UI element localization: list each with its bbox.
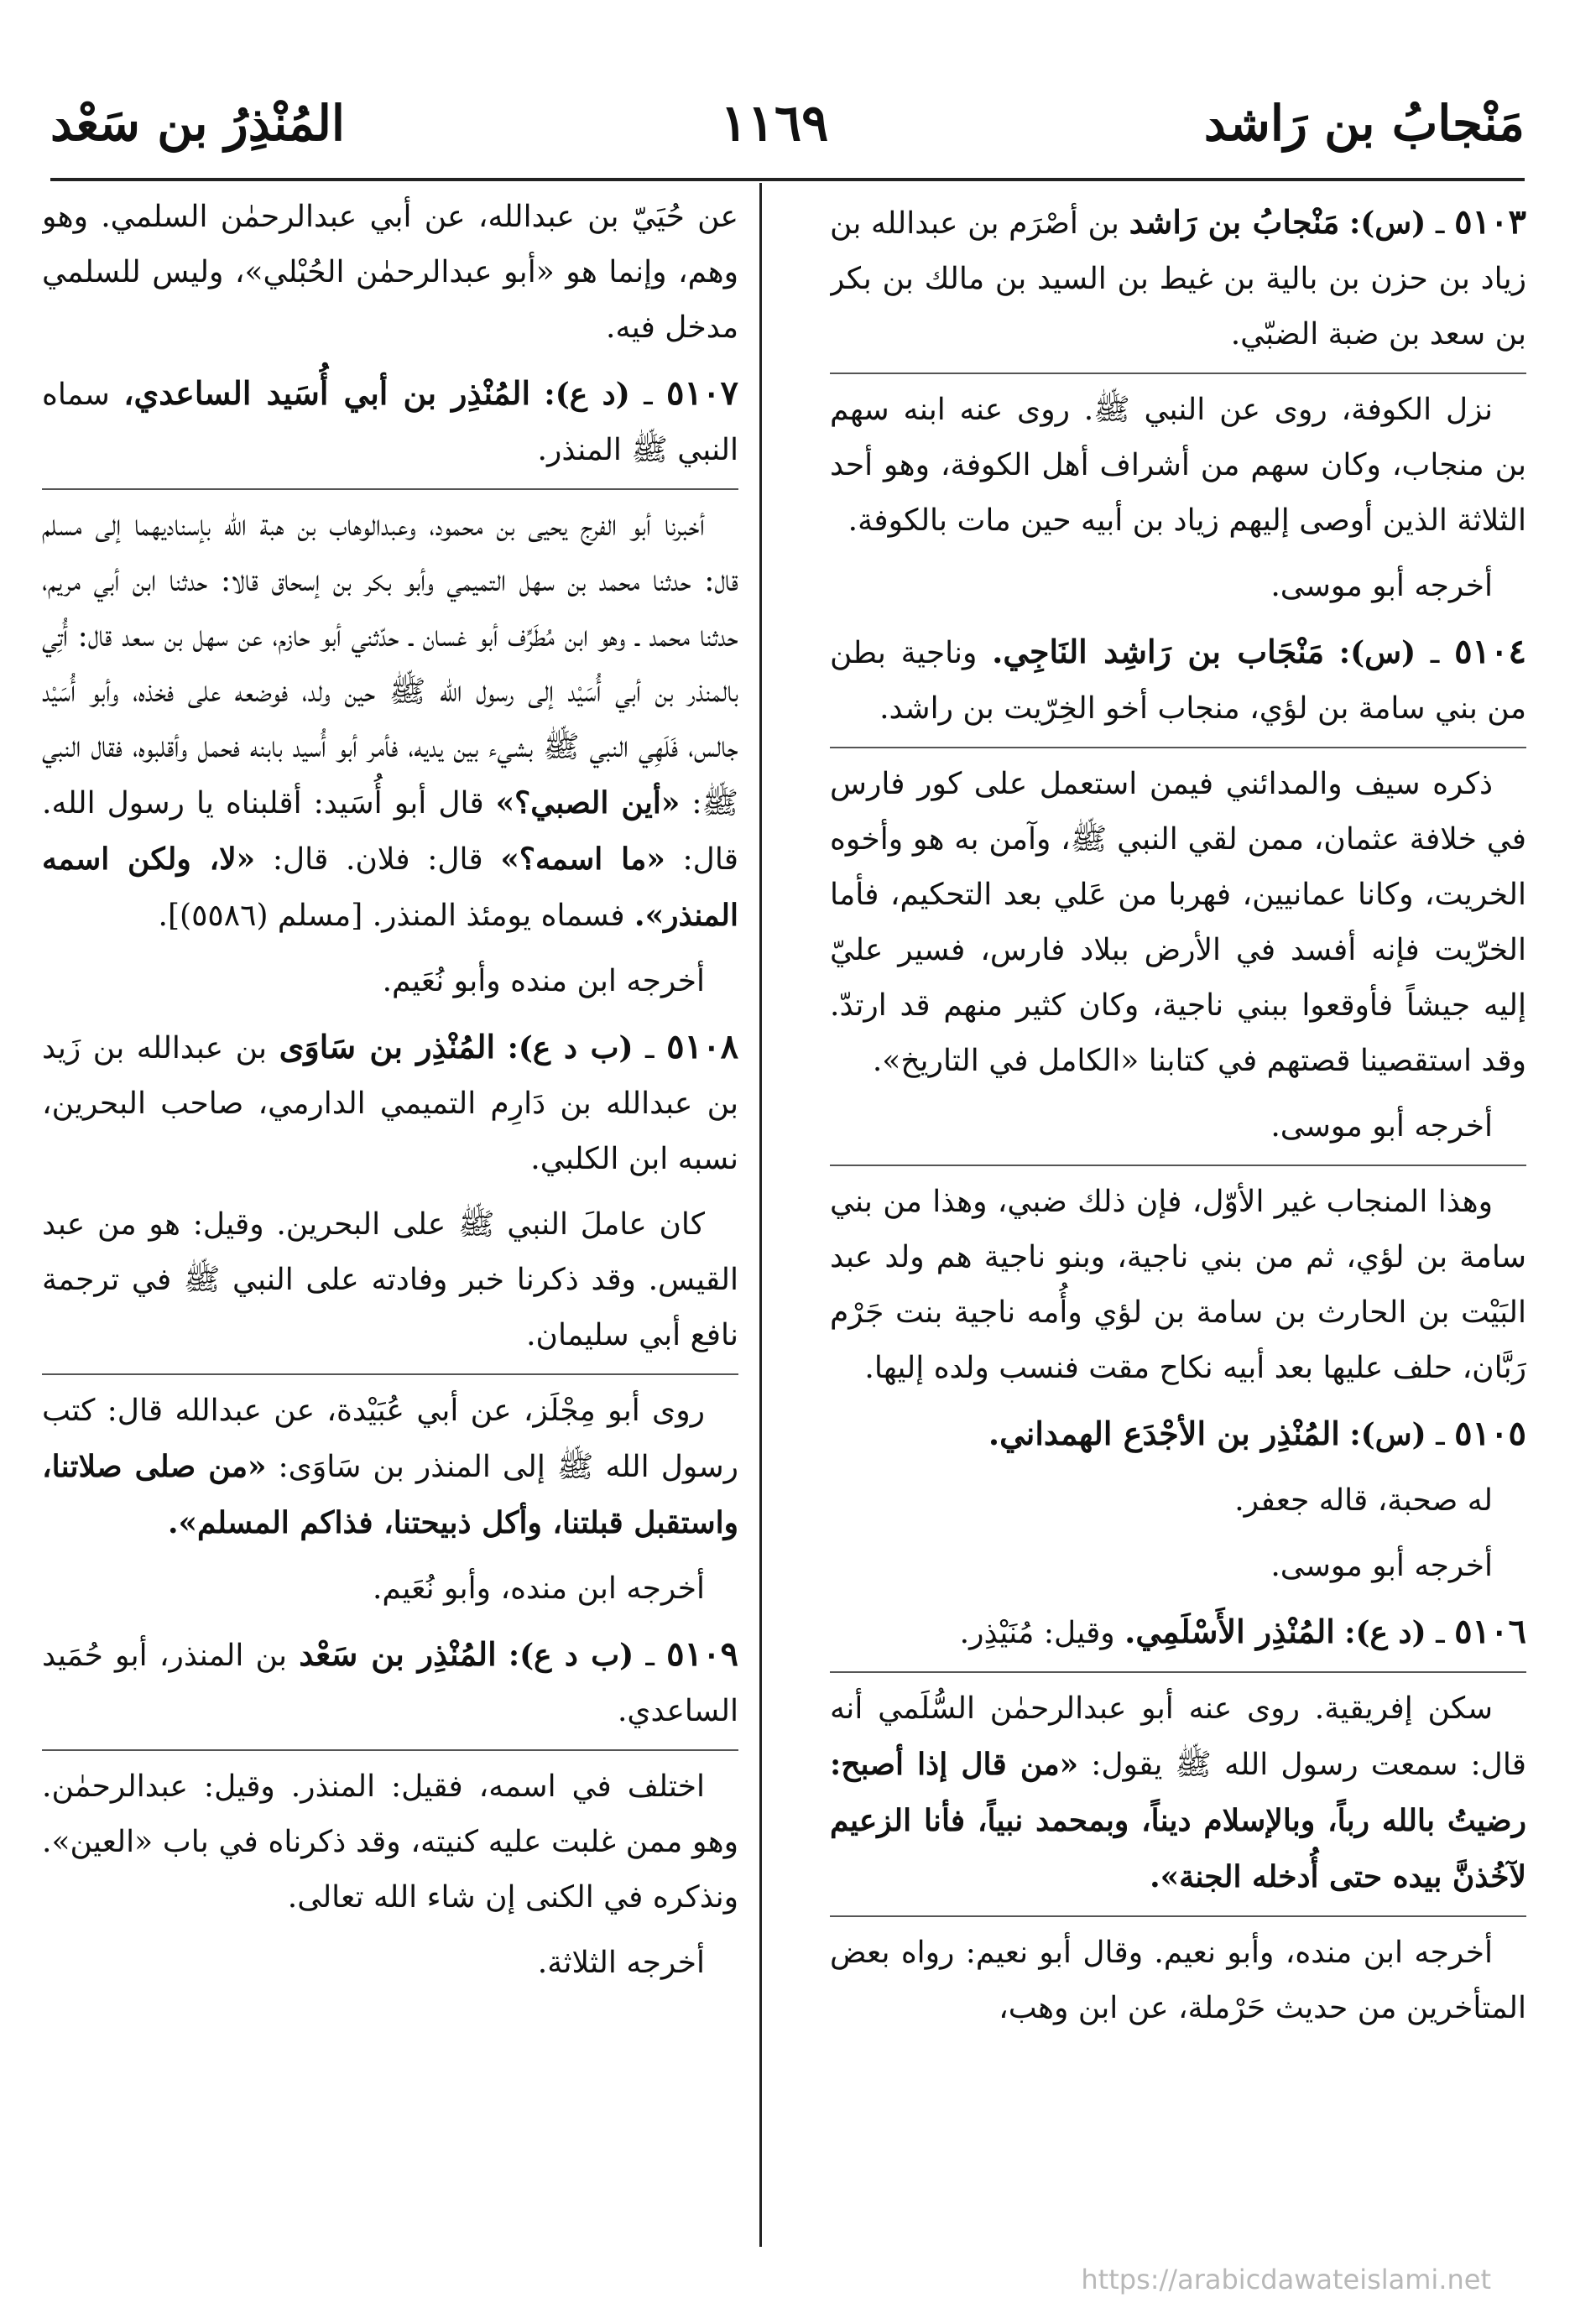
- paragraph: ذكره سيف والمدائني فيمن استعمل على كور فارس في خلافة عثمان، ممن لقي النبي ﷺ، وآمن به هو وأخوه الخريت، وكانا عمانيين، فهربا من عَلي بعد التحكيم، فأما الخرّيت فإنه أفسد في الأرض ببلاد فارس، فسير عليّ إليه جيشاً فأوقعوا ببني ناجية، وكان كثير منهم قد ارتدّ. وقد استقصينا قصتهم في كتابنا «الكامل في التاريخ».: [830, 767, 1526, 1078]
- right-column: [830, 190, 1526, 2247]
- hadith-quote: «من قال إذا أصبح: رضيتُ بالله رباً، وبالإسلام ديناً، وبمحمد نبياً، فأنا الزعيم لآخُذنَّ بيده حتى أُدخله الجنة».: [830, 1747, 1526, 1894]
- entry-5105: [830, 1406, 1526, 1594]
- entry-heading: ٥١٠٣ ـ (س): مَنْجابُ بن رَاشد بن أصْرَم بن عبدالله بن زياد بن حزن بن بالية بن غيط بن السيد بن مالك بن بكر بن سعد بن ضبة الضبّي.: [830, 202, 1526, 352]
- entry-name: المُنْذِر بن الأجْدَع الهمداني.: [988, 1415, 1340, 1452]
- entry-alias: وقيل: مُنَيْذِر.: [959, 1616, 1115, 1650]
- paragraph: أخرجه ابن منده وأبو نُعَيم.: [382, 964, 705, 998]
- source-tag: (س):: [1338, 635, 1416, 670]
- entry-number: ٥١٠٩: [666, 1634, 738, 1674]
- source-tag: (د ع):: [1344, 1615, 1426, 1650]
- paragraph: أخرجه ابن منده، وأبو نعيم. وقال أبو نعيم: رواه بعض المتأخرين من حديث حَرْملة، عن ابن وهب،: [830, 1936, 1526, 2025]
- paragraph: [42, 1383, 738, 1551]
- paragraph: أخرجه أبو موسى.: [1270, 1109, 1493, 1144]
- entry-5108: [42, 1019, 738, 1617]
- page-number: ١١٦٩: [720, 94, 829, 153]
- header-divider: [50, 178, 1525, 181]
- section-rule: [42, 488, 738, 490]
- section-rule: [42, 1749, 738, 1751]
- source-tag: (س):: [1349, 1417, 1426, 1452]
- paragraph: [830, 1681, 1526, 1905]
- paragraph: نزل الكوفة، روى عن النبي ﷺ. روى عنه ابنه سهم بن منجاب، وكان سهم من أشراف أهل الكوفة، وهو أحد الثلاثة الذين أوصى إليهم زياد بن أبيه حين مات بالكوفة.: [830, 393, 1526, 538]
- entry-number: ٥١٠٦: [1454, 1612, 1526, 1651]
- entry-lineage: سماه النبي ﷺ المنذر.: [42, 378, 738, 467]
- continued-paragraph: عن حُيَيّ بن عبدالله، عن أبي عبدالرحمٰن السلمي. وهو وهم، وإنما هو «أبو عبدالرحمٰن الحُبْلي»، وليس للسلمي مدخل فيه.: [42, 200, 738, 345]
- entry-lineage: بن أصْرَم بن عبدالله بن زياد بن حزن بن بالية بن غيط بن السيد بن مالك بن بكر بن سعد بن ضبة الضبّي.: [830, 206, 1526, 352]
- hadith-quote: «ما اسمه؟»: [500, 842, 665, 877]
- entry-name: المُنْذِر بن سَعْد: [299, 1635, 497, 1673]
- entry-lineage: بن المنذر، أبو حُمَيد الساعدي.: [42, 1639, 738, 1728]
- entry-heading: ٥١٠٧ ـ (د ع): المُنْذِر بن أبي أُسَيد الساعدي، سماه النبي ﷺ المنذر.: [42, 373, 738, 467]
- hadith-quote: «أين الصبي؟»: [495, 785, 681, 821]
- source-tag: (ب د ع):: [507, 1030, 634, 1066]
- hadith-quote: «من صلى صلاتنا، واستقبل قبلتنا، وأكل ذبيحتنا، فذاكم المسلم».: [42, 1449, 738, 1540]
- paragraph: [42, 498, 738, 944]
- entry-heading: ٥١٠٥ ـ (س): المُنْذِر بن الأجْدَع الهمداني.: [988, 1414, 1526, 1453]
- source-tag: (ب د ع):: [508, 1638, 634, 1673]
- hadith-quote: «لا، ولكن اسمه المنذر».: [42, 842, 738, 933]
- page-header: [50, 77, 1525, 169]
- entry-heading: ٥١٠٤ ـ (س): مَنْجَاب بن رَاشِد النَاجِي. وناجية بطن من بني سامة بن لؤي، منجاب أخو الخِرّيت بن راشد.: [830, 632, 1526, 726]
- section-rule: [830, 1165, 1526, 1166]
- entry-number: ٥١٠٤: [1454, 632, 1526, 671]
- entry-number: ٥١٠٨: [666, 1027, 738, 1066]
- hadith-intro: سكن إفريقية. روى عنه أبو عبدالرحمٰن السُّلَمي أنه قال: سمعت رسول الله ﷺ يقول:: [830, 1691, 1526, 1782]
- entry-5103: [830, 195, 1526, 614]
- isnad-text: روى أبو مِجْلَز، عن أبي عُبَيْدة، عن عبدالله قال: كتب رسول الله ﷺ إلى المنذر بن سَاوَى:: [42, 1394, 738, 1484]
- entry-name: المُنْذِر الأَسْلَمِي.: [1124, 1613, 1335, 1650]
- section-rule: [830, 373, 1526, 374]
- entry-heading: ٥١٠٦ ـ (د ع): المُنْذِر الأَسْلَمِي. وقيل: مُنَيْذِر.: [959, 1612, 1526, 1651]
- entry-heading: ٥١٠٩ ـ (ب د ع): المُنْذِر بن سَعْد بن المنذر، أبو حُمَيد الساعدي.: [42, 1634, 738, 1728]
- narration-text: قال: فلان. قال:: [272, 842, 483, 877]
- isnad-text: أخبرنا أبو الفرج يحيى بن محمود، وعبدالوهاب بن هبة الله بإسناديهما إلى مسلم قال: حدثنا محمد بن سهل التميمي وأبو بكر بن إسحاق قالا: حدثنا ابن أبي مريم، حدثنا محمد ـ وهو ابن مُطَرِّف أبو غسان ـ حدّثني أبو حازم، عن سهل بن سعد قال: أُتِي بالمنذر بن أبي أُسَيْد إلى رسول الله ﷺ حين ولد، فوضعه على فخذه، وأبو أُسَيْد جالس، فَلَهِي النبي ﷺ بشيء بين يديه، فأمر أبو أُسيد بابنه فحمل وأقلبوه، فقال النبي ﷺ:: [42, 508, 738, 821]
- source-tag: (د ع):: [544, 377, 630, 412]
- section-rule: [830, 747, 1526, 748]
- section-rule: [830, 1915, 1526, 1917]
- section-rule: [42, 1373, 738, 1375]
- section-rule: [830, 1671, 1526, 1673]
- entry-number: ٥١٠٣: [1454, 202, 1526, 242]
- paragraph: أخرجه الثلاثة.: [537, 1946, 705, 1980]
- entry-number: ٥١٠٥: [1454, 1414, 1526, 1453]
- running-title-left: المُنْذِرُ بن سَعْد: [50, 95, 345, 152]
- entry-5109: [42, 1627, 738, 1991]
- entry-name: مَنْجابُ بن رَاشد: [1129, 203, 1340, 241]
- entry-lineage: وناجية بطن من بني سامة بن لؤي، منجاب أخو الخِرّيت بن راشد.: [830, 636, 1526, 726]
- entry-5104: [830, 624, 1526, 1396]
- source-tag: (س):: [1348, 206, 1426, 241]
- column-divider: [759, 183, 762, 2247]
- paragraph: أخرجه ابن منده، وأبو نُعَيم.: [372, 1571, 705, 1606]
- entry-5107: [42, 366, 738, 1009]
- entry-name: المُنْذِر بن أبي أُسَيد الساعدي،: [123, 374, 531, 412]
- paragraph: له صحبة، قاله جعفر.: [1234, 1483, 1493, 1518]
- paragraph: أخرجه أبو موسى.: [1270, 1549, 1493, 1583]
- entry-5106: [830, 1604, 1526, 2036]
- paragraph: اختلف في اسمه، فقيل: المنذر. وقيل: عبدالرحمٰن. وهو ممن غلبت عليه كنيته، وقد ذكرناه في باب «العين». ونذكره في الكنى إن شاء الله تعالى.: [42, 1769, 738, 1915]
- running-title-right: مَنْجابُ بن رَاشد: [1203, 95, 1525, 152]
- paragraph: أخرجه أبو موسى.: [1270, 569, 1493, 603]
- entry-number: ٥١٠٧: [666, 373, 738, 413]
- paragraph: وهذا المنجاب غير الأوّل، فإن ذلك ضبي، وهذا من بني سامة بن لؤي، ثم من بني ناجية، وبنو ناجية هم ولد عبد البَيْت بن الحارث بن سامة بن لؤي وأُمه ناجية بنت جَرْم رَبَّان، حلف عليها بعد أبيه نكاح مقت فنسب ولده إليها.: [830, 1185, 1526, 1385]
- left-column: [42, 190, 738, 2247]
- entry-name: مَنْجَاب بن رَاشِد النَاجِي.: [992, 633, 1325, 670]
- entry-name: المُنْذِر بن سَاوَى: [279, 1028, 496, 1066]
- watermark-url: https://arabicdawateislami.net: [1081, 2264, 1491, 2295]
- entry-heading: ٥١٠٨ ـ (ب د ع): المُنْذِر بن سَاوَى بن عبدالله بن زَيد بن عبدالله بن دَارِم التميمي الدارمي، صاحب البحرين، نسبه ابن الكلبي.: [42, 1027, 738, 1176]
- paragraph: كان عاملَ النبي ﷺ على البحرين. وقيل: هو من عبد القيس. وقد ذكرنا خبر وفادته على النبي ﷺ في ترجمة نافع أبي سليمان.: [42, 1207, 738, 1352]
- narration-text: قال أبو أُسَيد: أقلبناه يا رسول الله. قال:: [42, 786, 738, 877]
- entry-lineage: بن عبدالله بن زَيد بن عبدالله بن دَارِم التميمي الدارمي، صاحب البحرين، نسبه ابن الكلبي.: [42, 1031, 738, 1176]
- narration-text: فسماه يومئذ المنذر. [مسلم (٥٥٨٦)].: [158, 899, 625, 933]
